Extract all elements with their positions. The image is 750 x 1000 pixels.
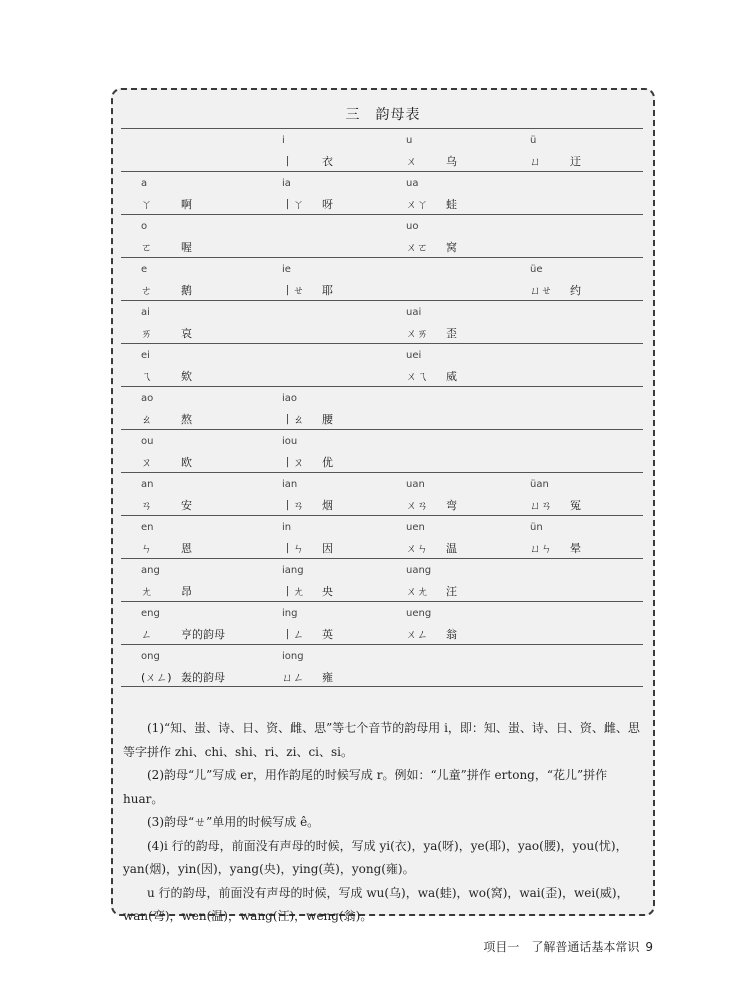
zhuyin: (ㄨㄥ) (141, 671, 172, 684)
table-row (121, 515, 643, 558)
example-char: 晕 (570, 542, 581, 555)
example-char: 约 (570, 284, 581, 297)
example-char: 英 (322, 628, 333, 641)
footer-chapter: 项目一 了解普通话基本常识 (483, 940, 640, 954)
zhuyin: ㄜ (141, 284, 152, 297)
zhuyin: 丨ㄚ (282, 198, 304, 211)
zhuyin: ㄨㄟ (406, 370, 428, 383)
zhuyin: ㄨㄥ (406, 628, 428, 641)
zhuyin: ㄨㄣ (406, 542, 428, 555)
note-paragraph: u 行的韵母，前面没有声母的时候，写成 wu(乌)，wa(蛙)，wo(窝)，wai(歪)，wei(威)，wan(弯)，wen(温)，wang(汪)，weng(翁)。 (123, 885, 629, 923)
pinyin: iong (282, 651, 304, 662)
pinyin: uai (406, 307, 422, 318)
example-char: 温 (446, 542, 457, 555)
example-char: 轰的韵母 (181, 671, 225, 684)
pinyin: ing (282, 608, 298, 619)
pinyin: uei (406, 350, 422, 361)
zhuyin: ㄤ (141, 585, 152, 598)
pinyin: uan (406, 479, 425, 490)
table-row (121, 343, 643, 386)
table-row (121, 214, 643, 257)
example-char: 耶 (322, 284, 333, 297)
pinyin: u (406, 135, 413, 146)
pinyin: eng (141, 608, 160, 619)
table-row (121, 386, 643, 429)
example-char: 弯 (446, 499, 457, 512)
zhuyin: ㄩ (530, 155, 541, 168)
page-footer (483, 938, 653, 955)
example-char: 汪 (446, 585, 457, 598)
zhuyin: 丨ㄣ (282, 542, 304, 555)
vowel-table-panel (111, 88, 655, 923)
zhuyin: ㄞ (141, 327, 152, 340)
pinyin: ao (141, 393, 154, 404)
zhuyin: ㄩㄥ (282, 671, 304, 684)
example-char: 呀 (322, 198, 333, 211)
example-char: 衣 (322, 155, 333, 168)
pinyin: ü (530, 135, 537, 146)
zhuyin: 丨 (282, 155, 293, 168)
table-row (121, 300, 643, 343)
pinyin: üe (530, 264, 543, 275)
zhuyin: ㄥ (141, 628, 152, 641)
example-char: 欸 (181, 370, 192, 383)
zhuyin: ㄨ (406, 155, 417, 168)
note-paragraph: (3)韵母“ㄝ”单用的时候写成 ê。 (147, 815, 320, 829)
pinyin: e (141, 264, 148, 275)
example-char: 安 (181, 499, 192, 512)
example-char: 因 (322, 542, 333, 555)
pinyin: ün (530, 522, 543, 533)
zhuyin: ㄨㄛ (406, 241, 428, 254)
pinyin: in (282, 522, 292, 533)
table-row (121, 472, 643, 515)
pinyin: a (141, 178, 148, 189)
example-char: 熬 (181, 413, 192, 426)
zhuyin: 丨ㄥ (282, 628, 304, 641)
zhuyin: 丨ㄝ (282, 284, 304, 297)
pinyin: ai (141, 307, 150, 318)
example-char: 亨的韵母 (181, 628, 225, 641)
pinyin: ong (141, 651, 160, 662)
example-char: 烟 (322, 499, 333, 512)
example-char: 翁 (446, 628, 457, 641)
zhuyin: ㄟ (141, 370, 152, 383)
example-char: 歪 (446, 327, 457, 340)
table-row (121, 429, 643, 472)
table-row (121, 601, 643, 644)
note-paragraph: (1)“知、蚩、诗、日、资、雌、思”等七个音节的韵母用 i，即：知、蚩、诗、日、资、雌、思等字拼作 zhi、chi、shi、ri、zi、ci、si。 (123, 721, 640, 759)
example-char: 央 (322, 585, 333, 598)
example-char: 哀 (181, 327, 192, 340)
example-char: 恩 (181, 542, 192, 555)
pinyin: an (141, 479, 154, 490)
table-title: 三 韵母表 (345, 107, 421, 123)
page-number: 9 (645, 940, 653, 954)
pinyin: uang (406, 565, 432, 576)
table-row (121, 128, 643, 171)
zhuyin: ㄨㄢ (406, 499, 428, 512)
pinyin: ian (282, 479, 298, 490)
table-row (121, 644, 643, 687)
example-char: 鹅 (181, 284, 192, 297)
zhuyin: ㄡ (141, 456, 152, 469)
vowel-table (121, 128, 643, 687)
zhuyin: 丨ㄤ (282, 585, 304, 598)
pinyin: uen (406, 522, 425, 533)
zhuyin: ㄠ (141, 413, 152, 426)
example-char: 昂 (181, 585, 192, 598)
table-row (121, 257, 643, 300)
zhuyin: ㄩㄢ (530, 499, 552, 512)
pinyin: iou (282, 436, 298, 447)
example-char: 欧 (181, 456, 192, 469)
pinyin: ou (141, 436, 154, 447)
example-char: 迂 (570, 155, 581, 168)
zhuyin: ㄩㄣ (530, 542, 552, 555)
zhuyin: 丨ㄠ (282, 413, 304, 426)
example-char: 优 (322, 456, 333, 469)
pinyin: ia (282, 178, 291, 189)
pinyin: iao (282, 393, 298, 404)
notes-section (123, 717, 645, 929)
pinyin: ueng (406, 608, 432, 619)
pinyin: üan (530, 479, 549, 490)
zhuyin: ㄢ (141, 499, 152, 512)
pinyin: ie (282, 264, 291, 275)
example-char: 冤 (570, 499, 581, 512)
example-char: 啊 (181, 198, 192, 211)
pinyin: uo (406, 221, 419, 232)
example-char: 腰 (322, 413, 333, 426)
zhuyin: ㄨㄚ (406, 198, 428, 211)
pinyin: iang (282, 565, 304, 576)
zhuyin: ㄨㄞ (406, 327, 428, 340)
zhuyin: ㄚ (141, 198, 152, 211)
zhuyin: ㄨㄤ (406, 585, 428, 598)
pinyin: o (141, 221, 148, 232)
pinyin: i (282, 135, 285, 146)
pinyin: en (141, 522, 154, 533)
example-char: 窝 (446, 241, 457, 254)
note-paragraph: (4)i 行的韵母，前面没有声母的时候，写成 yi(衣)，ya(呀)，ye(耶)，yao(腰)，you(忧)，yan(烟)，yin(因)，yang(央)，ying(英)，yong(雍)。 (123, 838, 628, 876)
table-row (121, 558, 643, 601)
table-row (121, 171, 643, 214)
zhuyin: ㄛ (141, 241, 152, 254)
zhuyin: ㄩㄝ (530, 284, 552, 297)
zhuyin: 丨ㄡ (282, 456, 304, 469)
note-paragraph: (2)韵母“儿”写成 er，用作韵尾的时候写成 r。例如：“儿童”拼作 ertong，“花儿”拼作 huar。 (123, 768, 608, 806)
pinyin: ei (141, 350, 150, 361)
pinyin: ua (406, 178, 419, 189)
pinyin: ang (141, 565, 160, 576)
zhuyin: ㄣ (141, 542, 152, 555)
example-char: 喔 (181, 241, 192, 254)
example-char: 蛙 (446, 198, 457, 211)
example-char: 雍 (322, 671, 333, 684)
example-char: 威 (446, 370, 457, 383)
example-char: 乌 (446, 155, 457, 168)
zhuyin: 丨ㄢ (282, 499, 304, 512)
